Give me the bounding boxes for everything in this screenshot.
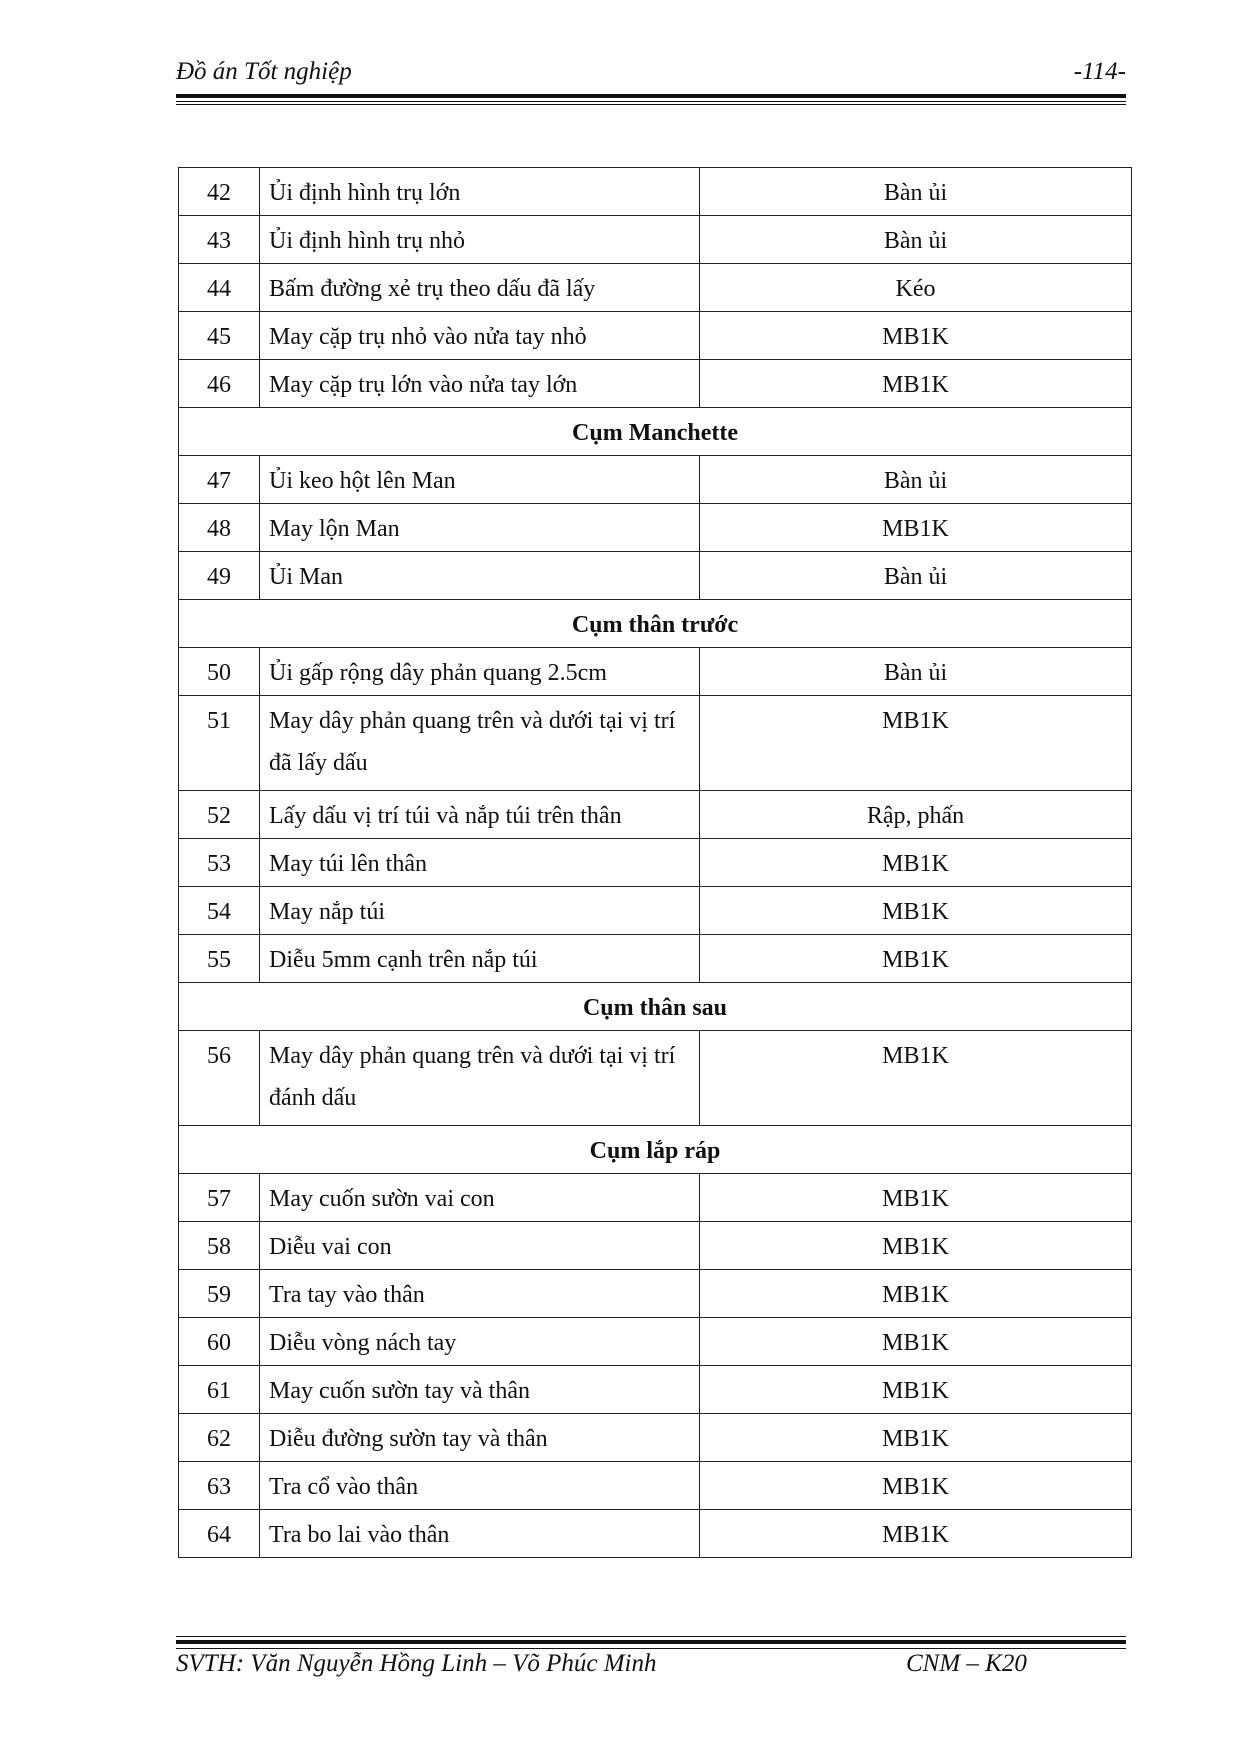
step-description: Bấm đường xẻ trụ theo dấu đã lấy [260,264,700,312]
table-group-row [179,1126,1132,1174]
step-number: 53 [179,839,260,887]
footer-authors: SVTH: Văn Nguyễn Hồng Linh – Võ Phúc Minh [176,1650,657,1677]
step-tool: MB1K [700,1510,1132,1558]
step-number: 50 [179,648,260,696]
step-tool: MB1K [700,1222,1132,1270]
step-tool: MB1K [700,360,1132,408]
step-tool: MB1K [700,312,1132,360]
table-row [179,1222,1132,1270]
step-description: Ủi gấp rộng dây phản quang 2.5cm [260,648,700,696]
step-number: 57 [179,1174,260,1222]
step-number: 61 [179,1366,260,1414]
header-rule [176,94,1126,102]
page-footer [176,1650,1126,1690]
step-description: May cặp trụ lớn vào nửa tay lớn [260,360,700,408]
table-row [179,1270,1132,1318]
step-tool: Bàn ủi [700,552,1132,600]
step-number: 45 [179,312,260,360]
table-row [179,935,1132,983]
step-description: Diễu đường sườn tay và thân [260,1414,700,1462]
step-tool: Bàn ủi [700,648,1132,696]
page-header [176,58,1126,98]
step-tool: MB1K [700,1031,1132,1126]
step-number: 58 [179,1222,260,1270]
step-number: 52 [179,791,260,839]
step-number: 56 [179,1031,260,1126]
step-description: May dây phản quang trên và dưới tại vị trí đánh dấu [260,1031,700,1126]
step-tool: MB1K [700,504,1132,552]
header-rule-thin [176,104,1126,105]
step-number: 63 [179,1462,260,1510]
step-number: 54 [179,887,260,935]
process-table [178,167,1132,1558]
page-number: -114- [1073,58,1126,85]
step-number: 47 [179,456,260,504]
step-tool: MB1K [700,696,1132,791]
step-tool: MB1K [700,1270,1132,1318]
table-row [179,839,1132,887]
table-row [179,456,1132,504]
step-tool: MB1K [700,839,1132,887]
table-group-row [179,983,1132,1031]
step-description: Ủi Man [260,552,700,600]
step-description: Tra bo lai vào thân [260,1510,700,1558]
step-tool: MB1K [700,1462,1132,1510]
table-row [179,264,1132,312]
step-tool: MB1K [700,935,1132,983]
table-row [179,1318,1132,1366]
table-row [179,216,1132,264]
step-description: May cuốn sườn tay và thân [260,1366,700,1414]
table-row [179,168,1132,216]
step-number: 51 [179,696,260,791]
table-row [179,791,1132,839]
step-description: May cuốn sườn vai con [260,1174,700,1222]
step-tool: MB1K [700,1414,1132,1462]
step-description: Ủi định hình trụ lớn [260,168,700,216]
step-description: Ủi keo hột lên Man [260,456,700,504]
table-row [179,552,1132,600]
step-tool: Bàn ủi [700,168,1132,216]
step-description: May cặp trụ nhỏ vào nửa tay nhỏ [260,312,700,360]
group-label: Cụm lắp ráp [179,1126,1132,1174]
step-tool: MB1K [700,1318,1132,1366]
step-tool: MB1K [700,1366,1132,1414]
step-description: Lấy dấu vị trí túi và nắp túi trên thân [260,791,700,839]
table-group-row [179,408,1132,456]
table-row [179,312,1132,360]
table-row [179,1031,1132,1126]
group-label: Cụm thân trước [179,600,1132,648]
process-table-body [179,168,1132,1558]
table-row [179,1366,1132,1414]
step-description: Tra cổ vào thân [260,1462,700,1510]
footer-rule-thin [176,1648,1126,1649]
step-number: 49 [179,552,260,600]
footer-rule [176,1636,1126,1644]
table-row [179,887,1132,935]
table-row [179,1462,1132,1510]
step-tool: Bàn ủi [700,216,1132,264]
step-tool: Rập, phấn [700,791,1132,839]
step-description: Diễu 5mm cạnh trên nắp túi [260,935,700,983]
step-tool: MB1K [700,1174,1132,1222]
step-number: 62 [179,1414,260,1462]
step-number: 64 [179,1510,260,1558]
table-row [179,1414,1132,1462]
step-number: 42 [179,168,260,216]
step-description: May túi lên thân [260,839,700,887]
table-row [179,1510,1132,1558]
step-number: 43 [179,216,260,264]
step-number: 60 [179,1318,260,1366]
table-row [179,696,1132,791]
step-description: Diễu vòng nách tay [260,1318,700,1366]
step-number: 59 [179,1270,260,1318]
step-description: Diễu vai con [260,1222,700,1270]
step-description: Ủi định hình trụ nhỏ [260,216,700,264]
table-row [179,360,1132,408]
step-description: Tra tay vào thân [260,1270,700,1318]
step-tool: MB1K [700,887,1132,935]
table-row [179,504,1132,552]
table-row [179,1174,1132,1222]
step-number: 55 [179,935,260,983]
step-number: 48 [179,504,260,552]
step-number: 46 [179,360,260,408]
footer-class: CNM – K20 [906,1650,1027,1677]
group-label: Cụm Manchette [179,408,1132,456]
step-tool: Bàn ủi [700,456,1132,504]
table-group-row [179,600,1132,648]
step-description: May lộn Man [260,504,700,552]
document-title: Đồ án Tốt nghiệp [176,58,352,85]
step-tool: Kéo [700,264,1132,312]
step-description: May nắp túi [260,887,700,935]
step-number: 44 [179,264,260,312]
step-description: May dây phản quang trên và dưới tại vị trí đã lấy dấu [260,696,700,791]
group-label: Cụm thân sau [179,983,1132,1031]
table-row [179,648,1132,696]
